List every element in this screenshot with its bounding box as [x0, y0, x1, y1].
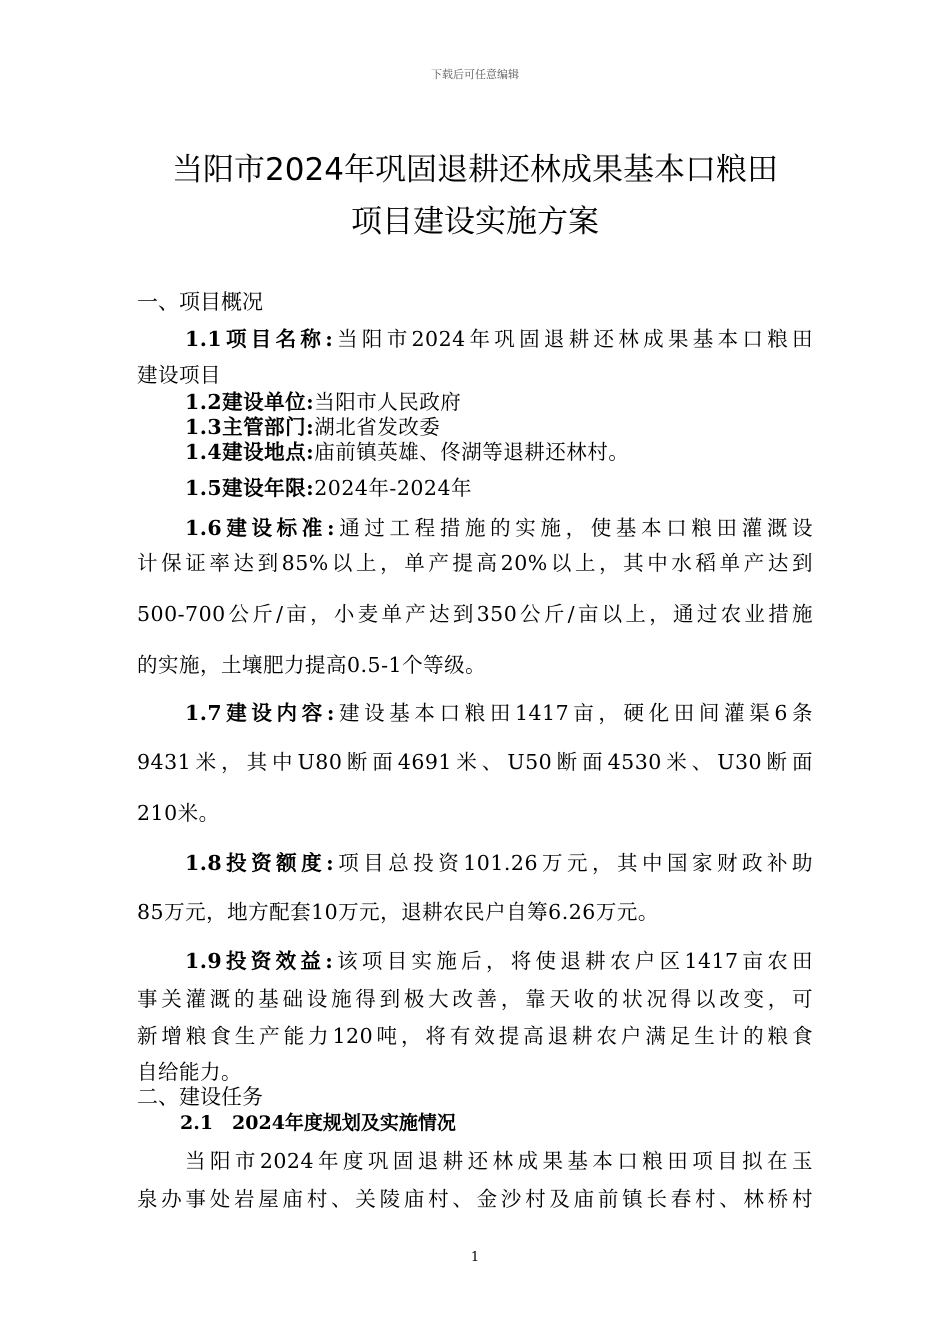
item-text: 通过工程措施的实施，使基本口粮田灌溉设	[335, 516, 814, 540]
item-standard	[185, 511, 813, 541]
item-benefit-cont2: 新增粮食生产能力120吨，将有效提高退耕农户满足生计的粮食	[137, 1024, 813, 1048]
item-standard-cont2: 500-700公斤/亩，小麦单产达到350公斤/亩以上，通过农业措施	[137, 602, 813, 626]
item-text: 项目总投资101.26万元，其中国家财政补助	[334, 851, 814, 875]
item-benefit	[185, 944, 813, 974]
header-note: 下载后可任意编辑	[431, 68, 519, 81]
item-location	[185, 435, 813, 465]
item-label: 1.6建设标准:	[185, 516, 336, 540]
item-project-name	[185, 322, 813, 352]
item-label: 1.1项目名称:	[185, 327, 334, 351]
item-label: 1.5建设年限:	[185, 476, 315, 500]
page-number: 1	[470, 1250, 480, 1265]
item-text: 当阳市2024年巩固退耕还林成果基本口粮田	[333, 327, 814, 351]
subsection-2-1: 2.1 2024年度规划及实施情况	[180, 1112, 456, 1134]
item-text: 当阳市人民政府	[314, 390, 462, 414]
paragraph-line: 泉办事处岩屋庙村、关陵庙村、金沙村及庙前镇长春村、林桥村	[137, 1187, 813, 1211]
item-benefit-cont3: 自给能力。	[137, 1060, 242, 1084]
item-content-cont1: 9431米，其中U80断面4691米、U50断面4530米、U30断面	[137, 750, 813, 774]
item-investment	[185, 846, 813, 876]
item-text: 湖北省发改委	[314, 415, 441, 439]
item-label: 1.9投资效益:	[185, 949, 334, 973]
item-duration	[185, 471, 813, 501]
document-title-line2: 项目建设实施方案	[351, 204, 599, 240]
item-standard-cont3: 的实施，土壤肥力提高0.5-1个等级。	[137, 653, 487, 677]
item-content-cont2: 210米。	[137, 801, 220, 825]
item-text: 庙前镇英雄、佟湖等退耕还林村。	[314, 440, 630, 464]
item-text: 建设基本口粮田1417亩，硬化田间灌渠6条	[334, 701, 814, 725]
item-investment-cont: 85万元，地方配套10万元，退耕农民户自筹6.26万元。	[137, 900, 659, 924]
item-label: 1.7建设内容:	[185, 701, 335, 725]
section-heading-tasks: 二、建设任务	[137, 1085, 263, 1109]
section-heading-overview: 一、项目概况	[137, 290, 263, 314]
item-benefit-cont1: 事关灌溉的基础设施得到极大改善，靠天收的状况得以改变，可	[137, 987, 813, 1011]
item-project-name-cont: 建设项目	[137, 363, 221, 387]
item-label: 1.2建设单位:	[185, 390, 315, 414]
item-label: 1.3主管部门:	[185, 415, 315, 439]
item-label: 1.8投资额度:	[185, 851, 335, 875]
item-text: 该项目实施后，将使退耕农户区1417亩农田	[333, 949, 814, 973]
item-standard-cont1: 计保证率达到85%以上，单产提高20%以上，其中水稻单产达到	[137, 551, 813, 575]
paragraph-line: 当阳市2024年度巩固退耕还林成果基本口粮田项目拟在玉	[185, 1149, 813, 1173]
document-title-line1: 当阳市2024年巩固退耕还林成果基本口粮田	[172, 152, 778, 188]
item-text: 2024年-2024年	[314, 476, 473, 500]
item-content	[185, 696, 813, 726]
item-label: 1.4建设地点:	[185, 440, 315, 464]
